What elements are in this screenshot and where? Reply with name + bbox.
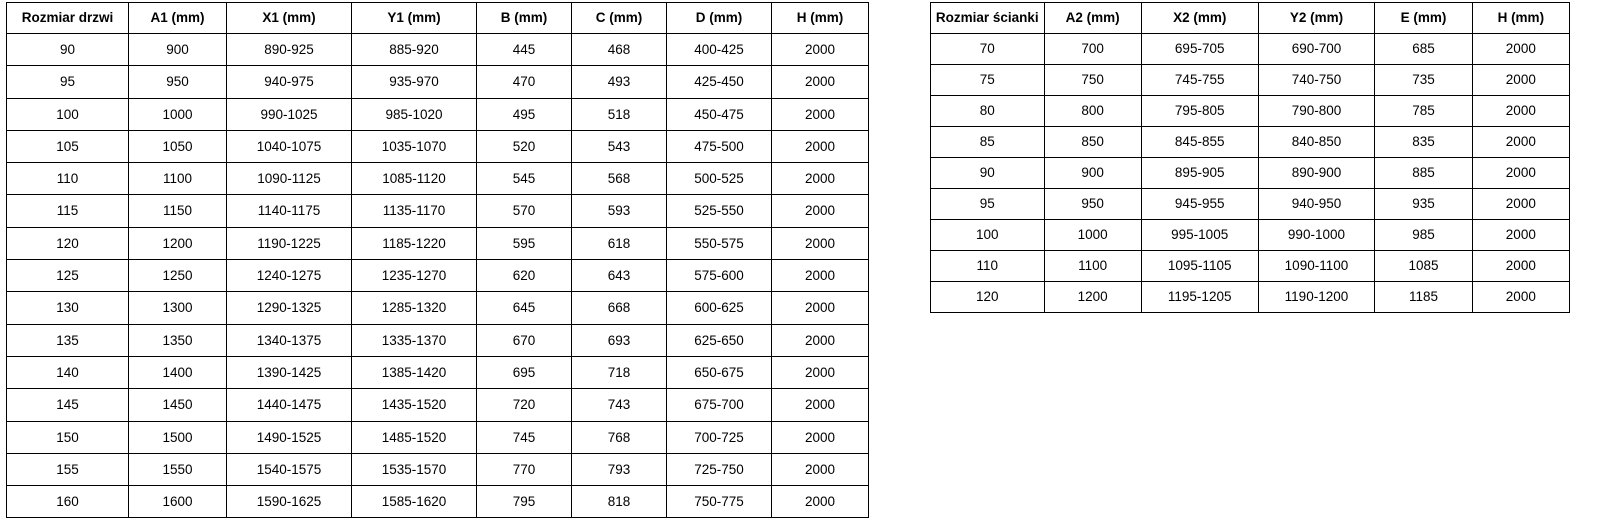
table-row bbox=[7, 130, 869, 162]
table-cell: 668 bbox=[572, 292, 667, 324]
table-cell: 2000 bbox=[1472, 127, 1569, 158]
table-header-row bbox=[7, 3, 869, 34]
table-cell: 1195-1205 bbox=[1141, 282, 1258, 313]
table-row bbox=[7, 324, 869, 356]
doors-column-header: B (mm) bbox=[477, 3, 572, 34]
table-cell: 785 bbox=[1375, 96, 1472, 127]
table-cell: 695 bbox=[477, 356, 572, 388]
table-cell: 155 bbox=[7, 453, 129, 485]
table-cell: 1390-1425 bbox=[227, 356, 352, 388]
table-cell: 570 bbox=[477, 195, 572, 227]
table-cell: 675-700 bbox=[667, 389, 772, 421]
table-cell: 1000 bbox=[129, 98, 227, 130]
walls-column-header: H (mm) bbox=[1472, 3, 1569, 34]
doors-dimensions-table-container bbox=[6, 2, 844, 518]
table-cell: 800 bbox=[1044, 96, 1141, 127]
table-cell: 2000 bbox=[772, 453, 869, 485]
doors-column-header: Y1 (mm) bbox=[352, 3, 477, 34]
table-row bbox=[7, 98, 869, 130]
table-cell: 520 bbox=[477, 130, 572, 162]
table-cell: 2000 bbox=[1472, 251, 1569, 282]
table-cell: 120 bbox=[7, 227, 129, 259]
table-cell: 1500 bbox=[129, 421, 227, 453]
table-cell: 85 bbox=[931, 127, 1045, 158]
table-header-row bbox=[931, 3, 1570, 34]
table-cell: 945-955 bbox=[1141, 189, 1258, 220]
table-cell: 2000 bbox=[772, 130, 869, 162]
table-cell: 2000 bbox=[772, 324, 869, 356]
table-cell: 95 bbox=[7, 66, 129, 98]
table-row bbox=[7, 389, 869, 421]
doors-column-header: C (mm) bbox=[572, 3, 667, 34]
table-cell: 1285-1320 bbox=[352, 292, 477, 324]
table-cell: 743 bbox=[572, 389, 667, 421]
table-cell: 568 bbox=[572, 163, 667, 195]
table-cell: 650-675 bbox=[667, 356, 772, 388]
table-cell: 818 bbox=[572, 486, 667, 518]
table-cell: 1090-1125 bbox=[227, 163, 352, 195]
table-row bbox=[7, 260, 869, 292]
table-cell: 1590-1625 bbox=[227, 486, 352, 518]
table-cell: 125 bbox=[7, 260, 129, 292]
table-cell: 1190-1225 bbox=[227, 227, 352, 259]
table-cell: 95 bbox=[931, 189, 1045, 220]
table-cell: 935 bbox=[1375, 189, 1472, 220]
table-cell: 575-600 bbox=[667, 260, 772, 292]
table-cell: 2000 bbox=[1472, 65, 1569, 96]
table-cell: 2000 bbox=[772, 34, 869, 66]
table-row bbox=[7, 163, 869, 195]
doors-dimensions-table bbox=[6, 2, 869, 518]
table-cell: 1100 bbox=[129, 163, 227, 195]
table-row bbox=[7, 356, 869, 388]
table-row bbox=[7, 195, 869, 227]
table-cell: 2000 bbox=[772, 227, 869, 259]
table-cell: 745 bbox=[477, 421, 572, 453]
table-cell: 1400 bbox=[129, 356, 227, 388]
table-cell: 740-750 bbox=[1258, 65, 1375, 96]
table-cell: 835 bbox=[1375, 127, 1472, 158]
table-row bbox=[7, 34, 869, 66]
table-cell: 140 bbox=[7, 356, 129, 388]
table-cell: 400-425 bbox=[667, 34, 772, 66]
table-cell: 470 bbox=[477, 66, 572, 98]
table-cell: 845-855 bbox=[1141, 127, 1258, 158]
table-cell: 150 bbox=[7, 421, 129, 453]
table-cell: 1150 bbox=[129, 195, 227, 227]
table-cell: 1585-1620 bbox=[352, 486, 477, 518]
table-cell: 120 bbox=[931, 282, 1045, 313]
table-cell: 130 bbox=[7, 292, 129, 324]
table-cell: 445 bbox=[477, 34, 572, 66]
table-cell: 75 bbox=[931, 65, 1045, 96]
walls-table-body bbox=[931, 34, 1570, 313]
table-cell: 425-450 bbox=[667, 66, 772, 98]
table-cell: 885-920 bbox=[352, 34, 477, 66]
table-cell: 890-925 bbox=[227, 34, 352, 66]
walls-table-header bbox=[931, 3, 1570, 34]
table-cell: 750 bbox=[1044, 65, 1141, 96]
table-cell: 600-625 bbox=[667, 292, 772, 324]
table-cell: 595 bbox=[477, 227, 572, 259]
table-row bbox=[7, 421, 869, 453]
table-cell: 718 bbox=[572, 356, 667, 388]
table-cell: 1550 bbox=[129, 453, 227, 485]
table-row bbox=[931, 158, 1570, 189]
walls-dimensions-table bbox=[930, 2, 1570, 313]
table-cell: 1240-1275 bbox=[227, 260, 352, 292]
table-cell: 493 bbox=[572, 66, 667, 98]
table-cell: 2000 bbox=[1472, 189, 1569, 220]
table-cell: 2000 bbox=[772, 421, 869, 453]
table-cell: 1450 bbox=[129, 389, 227, 421]
table-cell: 1485-1520 bbox=[352, 421, 477, 453]
table-cell: 1200 bbox=[129, 227, 227, 259]
table-cell: 1090-1100 bbox=[1258, 251, 1375, 282]
table-row bbox=[7, 486, 869, 518]
table-cell: 950 bbox=[1044, 189, 1141, 220]
doors-table-body bbox=[7, 34, 869, 518]
table-cell: 693 bbox=[572, 324, 667, 356]
table-cell: 500-525 bbox=[667, 163, 772, 195]
walls-column-header: X2 (mm) bbox=[1141, 3, 1258, 34]
table-cell: 690-700 bbox=[1258, 34, 1375, 65]
table-row bbox=[7, 292, 869, 324]
table-row bbox=[7, 227, 869, 259]
table-cell: 1490-1525 bbox=[227, 421, 352, 453]
table-cell: 1385-1420 bbox=[352, 356, 477, 388]
table-row bbox=[931, 127, 1570, 158]
table-cell: 468 bbox=[572, 34, 667, 66]
doors-table-header bbox=[7, 3, 869, 34]
table-cell: 135 bbox=[7, 324, 129, 356]
table-cell: 1440-1475 bbox=[227, 389, 352, 421]
table-cell: 940-950 bbox=[1258, 189, 1375, 220]
table-cell: 1340-1375 bbox=[227, 324, 352, 356]
doors-column-header: D (mm) bbox=[667, 3, 772, 34]
table-cell: 795 bbox=[477, 486, 572, 518]
table-cell: 1600 bbox=[129, 486, 227, 518]
table-cell: 90 bbox=[7, 34, 129, 66]
table-cell: 2000 bbox=[772, 389, 869, 421]
walls-column-header: E (mm) bbox=[1375, 3, 1472, 34]
walls-column-header: Rozmiar ścianki bbox=[931, 3, 1045, 34]
table-cell: 685 bbox=[1375, 34, 1472, 65]
table-cell: 2000 bbox=[1472, 282, 1569, 313]
table-cell: 80 bbox=[931, 96, 1045, 127]
doors-column-header: A1 (mm) bbox=[129, 3, 227, 34]
table-cell: 1300 bbox=[129, 292, 227, 324]
table-cell: 1235-1270 bbox=[352, 260, 477, 292]
table-cell: 1250 bbox=[129, 260, 227, 292]
table-cell: 545 bbox=[477, 163, 572, 195]
table-cell: 935-970 bbox=[352, 66, 477, 98]
table-cell: 495 bbox=[477, 98, 572, 130]
table-cell: 1435-1520 bbox=[352, 389, 477, 421]
table-cell: 990-1025 bbox=[227, 98, 352, 130]
table-cell: 750-775 bbox=[667, 486, 772, 518]
table-cell: 645 bbox=[477, 292, 572, 324]
table-cell: 745-755 bbox=[1141, 65, 1258, 96]
doors-column-header: Rozmiar drzwi bbox=[7, 3, 129, 34]
table-cell: 618 bbox=[572, 227, 667, 259]
table-cell: 2000 bbox=[772, 292, 869, 324]
doors-column-header: X1 (mm) bbox=[227, 3, 352, 34]
table-cell: 985 bbox=[1375, 220, 1472, 251]
table-row bbox=[931, 34, 1570, 65]
table-cell: 1200 bbox=[1044, 282, 1141, 313]
table-cell: 643 bbox=[572, 260, 667, 292]
table-cell: 2000 bbox=[772, 98, 869, 130]
table-row bbox=[7, 66, 869, 98]
table-cell: 1050 bbox=[129, 130, 227, 162]
table-cell: 700-725 bbox=[667, 421, 772, 453]
table-cell: 940-975 bbox=[227, 66, 352, 98]
table-cell: 620 bbox=[477, 260, 572, 292]
table-cell: 700 bbox=[1044, 34, 1141, 65]
table-cell: 840-850 bbox=[1258, 127, 1375, 158]
table-cell: 593 bbox=[572, 195, 667, 227]
table-cell: 1190-1200 bbox=[1258, 282, 1375, 313]
table-cell: 2000 bbox=[772, 195, 869, 227]
table-cell: 475-500 bbox=[667, 130, 772, 162]
table-cell: 695-705 bbox=[1141, 34, 1258, 65]
table-cell: 1085-1120 bbox=[352, 163, 477, 195]
table-cell: 1540-1575 bbox=[227, 453, 352, 485]
walls-column-header: Y2 (mm) bbox=[1258, 3, 1375, 34]
table-cell: 90 bbox=[931, 158, 1045, 189]
table-cell: 895-905 bbox=[1141, 158, 1258, 189]
table-cell: 2000 bbox=[1472, 220, 1569, 251]
table-cell: 2000 bbox=[772, 356, 869, 388]
table-cell: 850 bbox=[1044, 127, 1141, 158]
table-row bbox=[931, 282, 1570, 313]
table-cell: 1350 bbox=[129, 324, 227, 356]
table-cell: 790-800 bbox=[1258, 96, 1375, 127]
table-cell: 770 bbox=[477, 453, 572, 485]
table-cell: 70 bbox=[931, 34, 1045, 65]
table-cell: 145 bbox=[7, 389, 129, 421]
table-cell: 995-1005 bbox=[1141, 220, 1258, 251]
table-cell: 1185-1220 bbox=[352, 227, 477, 259]
table-cell: 625-650 bbox=[667, 324, 772, 356]
walls-dimensions-table-container bbox=[930, 2, 1570, 313]
table-cell: 110 bbox=[7, 163, 129, 195]
table-row bbox=[7, 453, 869, 485]
table-cell: 1100 bbox=[1044, 251, 1141, 282]
table-cell: 518 bbox=[572, 98, 667, 130]
table-cell: 110 bbox=[931, 251, 1045, 282]
table-cell: 2000 bbox=[772, 163, 869, 195]
table-cell: 720 bbox=[477, 389, 572, 421]
table-cell: 990-1000 bbox=[1258, 220, 1375, 251]
table-cell: 890-900 bbox=[1258, 158, 1375, 189]
table-row bbox=[931, 220, 1570, 251]
table-cell: 1290-1325 bbox=[227, 292, 352, 324]
table-cell: 115 bbox=[7, 195, 129, 227]
table-cell: 670 bbox=[477, 324, 572, 356]
table-cell: 160 bbox=[7, 486, 129, 518]
table-cell: 2000 bbox=[772, 66, 869, 98]
table-cell: 100 bbox=[931, 220, 1045, 251]
table-cell: 950 bbox=[129, 66, 227, 98]
table-cell: 525-550 bbox=[667, 195, 772, 227]
table-cell: 550-575 bbox=[667, 227, 772, 259]
table-cell: 900 bbox=[129, 34, 227, 66]
table-cell: 1035-1070 bbox=[352, 130, 477, 162]
doors-column-header: H (mm) bbox=[772, 3, 869, 34]
table-cell: 900 bbox=[1044, 158, 1141, 189]
table-cell: 985-1020 bbox=[352, 98, 477, 130]
table-cell: 450-475 bbox=[667, 98, 772, 130]
table-cell: 2000 bbox=[772, 260, 869, 292]
table-row bbox=[931, 65, 1570, 96]
table-cell: 1535-1570 bbox=[352, 453, 477, 485]
table-cell: 2000 bbox=[1472, 96, 1569, 127]
table-cell: 105 bbox=[7, 130, 129, 162]
table-row bbox=[931, 251, 1570, 282]
table-cell: 543 bbox=[572, 130, 667, 162]
table-cell: 2000 bbox=[1472, 158, 1569, 189]
table-cell: 885 bbox=[1375, 158, 1472, 189]
table-cell: 1085 bbox=[1375, 251, 1472, 282]
table-cell: 2000 bbox=[1472, 34, 1569, 65]
table-cell: 1140-1175 bbox=[227, 195, 352, 227]
table-cell: 1335-1370 bbox=[352, 324, 477, 356]
table-cell: 1095-1105 bbox=[1141, 251, 1258, 282]
table-cell: 795-805 bbox=[1141, 96, 1258, 127]
table-cell: 1185 bbox=[1375, 282, 1472, 313]
table-row bbox=[931, 189, 1570, 220]
table-cell: 1040-1075 bbox=[227, 130, 352, 162]
table-cell: 100 bbox=[7, 98, 129, 130]
table-row bbox=[931, 96, 1570, 127]
table-cell: 1000 bbox=[1044, 220, 1141, 251]
table-cell: 793 bbox=[572, 453, 667, 485]
table-cell: 768 bbox=[572, 421, 667, 453]
table-cell: 735 bbox=[1375, 65, 1472, 96]
table-cell: 725-750 bbox=[667, 453, 772, 485]
table-cell: 1135-1170 bbox=[352, 195, 477, 227]
walls-column-header: A2 (mm) bbox=[1044, 3, 1141, 34]
table-cell: 2000 bbox=[772, 486, 869, 518]
